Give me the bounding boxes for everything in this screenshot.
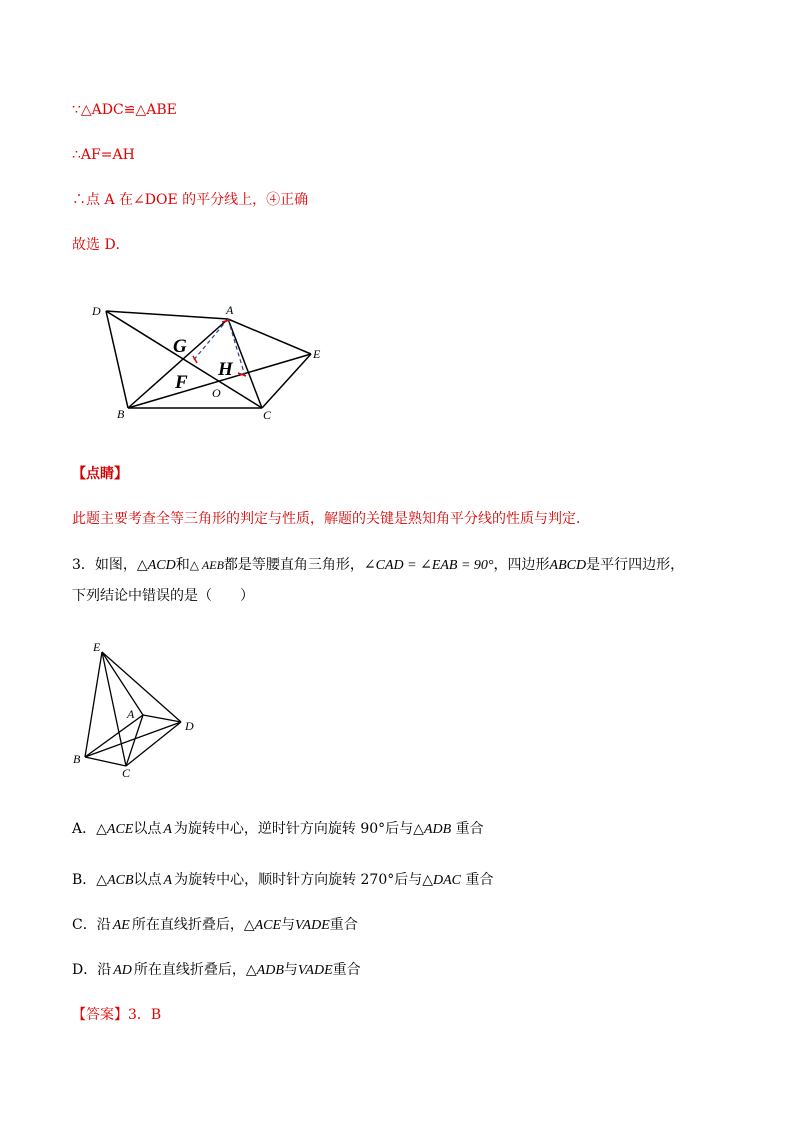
option-C-triangle2: VADE — [295, 918, 330, 933]
dashed-AF — [192, 319, 228, 362]
label-C: C — [263, 408, 272, 422]
quad-ABCD: ABCD — [549, 558, 587, 573]
option-D-triangle: △ADB — [245, 963, 284, 978]
triangle-ACD: △ACD — [136, 558, 176, 573]
option-A-triangle: △ACE — [96, 822, 134, 837]
question-3-line-2: 下列结论中错误的是（ ） — [72, 588, 254, 604]
option-D-text3: 重合 — [332, 962, 361, 978]
dianjing-text: 此题主要考查全等三角形的判定与性质，解题的关键是熟知角平分线的性质与判定． — [72, 511, 590, 527]
answer-line — [72, 1005, 161, 1025]
answer-value: 3．B — [128, 1007, 162, 1023]
option-B-triangle2: △DAC — [422, 873, 462, 888]
option-A-text1: 以点 — [133, 821, 162, 837]
segment-AE — [228, 319, 311, 354]
segment-BA — [85, 715, 143, 757]
label-H: H — [218, 359, 233, 380]
geometry-figure-1 — [80, 295, 340, 430]
solution-line-3: ∴点 A 在∠DOE 的平分线上，④正确 — [72, 192, 309, 208]
option-D — [72, 960, 361, 981]
option-C-text3: 重合 — [329, 917, 358, 933]
option-C-text2: 与 — [281, 917, 296, 933]
question-tail: 是平行四边形， — [586, 557, 685, 573]
option-A-text3: 重合 — [451, 821, 484, 837]
solution-line-2: ∴AF=AH — [72, 147, 135, 163]
option-A-point: A — [163, 822, 172, 837]
dianjing-heading: 【点睛】 — [72, 466, 128, 482]
option-B-letter: B． — [72, 872, 97, 888]
option-C-letter: C．沿 — [72, 917, 111, 933]
segment-AD — [143, 715, 181, 722]
label-G: G — [173, 336, 187, 357]
label-B: B — [117, 407, 125, 421]
segment-DB — [106, 311, 128, 408]
option-D-line: AD — [113, 963, 132, 978]
segment-CD — [126, 722, 181, 766]
option-C-triangle: △ACE — [243, 918, 282, 933]
question-middle: 都是等腰直角三角形， — [223, 557, 364, 573]
label-B: B — [73, 752, 81, 766]
conjunction: 和 — [175, 557, 190, 573]
option-C-text1: 所在直线折叠后， — [131, 917, 244, 933]
option-A-triangle2: △ADB — [413, 822, 452, 837]
label-D: D — [185, 719, 194, 733]
option-B-text1: 以点 — [133, 872, 162, 888]
segment-BD — [85, 722, 181, 757]
option-A-text2: 为旋转中心，逆时针方向旋转 90°后与 — [173, 821, 414, 837]
option-B — [72, 870, 493, 891]
option-A-letter: A． — [72, 821, 97, 837]
option-A — [72, 819, 484, 840]
label-E: E — [93, 640, 101, 654]
segment-EC — [262, 354, 311, 408]
label-A: A — [127, 707, 135, 721]
segment-DC — [106, 311, 262, 408]
label-C: C — [122, 766, 131, 780]
option-B-text3: 重合 — [461, 872, 494, 888]
option-D-text1: 所在直线折叠后， — [133, 962, 246, 978]
segment-ED — [102, 652, 181, 722]
option-C-line: AE — [112, 918, 130, 933]
segment-BC — [85, 757, 126, 766]
question-comma: ，四边形 — [493, 557, 550, 573]
solution-line-1: ∵△ADC≌△ABE — [72, 102, 177, 118]
option-D-triangle2: VADE — [297, 963, 333, 978]
label-A: A — [226, 303, 234, 317]
option-D-text2: 与 — [283, 962, 298, 978]
segment-AC — [228, 319, 262, 408]
segment-EB — [85, 652, 102, 757]
triangle-AEB: △ AEB — [189, 558, 224, 572]
option-B-point: A — [163, 873, 173, 888]
question-3-line-1 — [72, 555, 684, 576]
option-B-triangle: △ACB — [96, 873, 134, 888]
question-number: 3．如图， — [72, 557, 137, 573]
option-D-letter: D．沿 — [72, 962, 112, 978]
label-F: F — [175, 372, 188, 393]
geometry-figure-2 — [70, 635, 200, 785]
option-C — [72, 915, 358, 936]
segment-DA — [106, 311, 228, 319]
answer-label: 【答案】 — [72, 1007, 128, 1023]
option-B-text2: 为旋转中心，顺时针方向旋转 270°后与 — [174, 872, 423, 888]
label-O: O — [212, 386, 221, 400]
label-D: D — [92, 304, 101, 318]
solution-line-4: 故选 D． — [72, 237, 130, 253]
label-E: E — [313, 347, 321, 361]
angle-equation: ∠CAD = ∠EAB = 90° — [363, 558, 494, 573]
